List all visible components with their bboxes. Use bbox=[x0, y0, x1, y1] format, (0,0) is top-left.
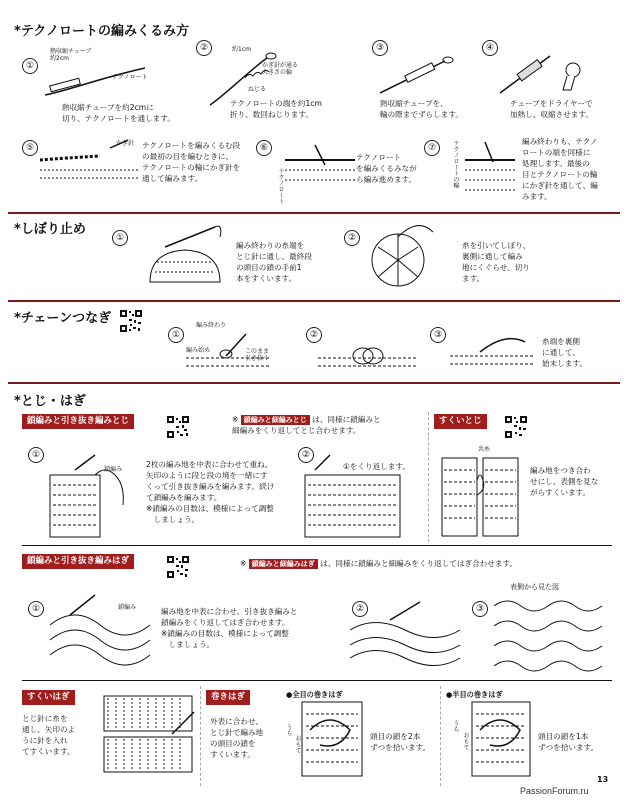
section-divider bbox=[8, 300, 620, 302]
step-number: ② bbox=[306, 327, 322, 343]
label-technorote: テクノロート bbox=[112, 74, 148, 81]
label-hook: かぎ針 bbox=[116, 140, 135, 147]
shibori-step2-text: 糸を引いてしぼり、 裏側に通して編み 地にくぐらせ、切り ます。 bbox=[462, 241, 531, 283]
label-loop: かぎ針が通る 大きさの輪 bbox=[262, 62, 299, 76]
maki-hagi-text: 外表に合わせ、 とじ針で編み地 の頭目の鎖を すくいます。 bbox=[210, 717, 264, 759]
step1-text: 熱収縮チューブを約2cmに 切り、テクノロートを通します。 bbox=[62, 103, 175, 123]
chain-illustration-1 bbox=[186, 330, 271, 375]
label-start: 編み始め bbox=[186, 347, 211, 354]
maki-half-text: 頭目の鎖を1本 ずつを拾います。 bbox=[538, 732, 599, 752]
section-title-chain: *チェーンつなぎ bbox=[14, 311, 112, 326]
sukui-toji-text: 編み地をつき合わ せにし、表側を見な がらすくいます。 bbox=[530, 466, 599, 497]
step-number: ⑥ bbox=[256, 140, 272, 156]
chain-illustration-2 bbox=[318, 338, 418, 373]
step-number: ② bbox=[298, 447, 314, 463]
step3-text: 熱収縮チューブを、 輪の際までずらします。 bbox=[380, 99, 463, 119]
label-twist: ねじる bbox=[248, 86, 267, 93]
crochet-illustration-5 bbox=[40, 138, 140, 183]
sukui-toji-illustration bbox=[440, 450, 520, 538]
chain-illustration-3 bbox=[450, 330, 535, 370]
label-chain-hagi: 鎖編み bbox=[118, 604, 137, 611]
section-title-toji-hagi: *とじ・はぎ bbox=[14, 394, 86, 409]
tag-sukui-hagi: すくいはぎ bbox=[22, 690, 75, 705]
step4-text: チューブをドライヤーで 加熱し、収縮させます。 bbox=[510, 99, 593, 119]
qr-code[interactable] bbox=[505, 416, 527, 438]
hagi-illustration-2 bbox=[350, 600, 460, 668]
step-number: ③ bbox=[472, 601, 488, 617]
crochet-illustration-7 bbox=[465, 140, 515, 195]
tag-chain-slip-toji: 鎖編みと引き抜き編みとじ bbox=[22, 414, 134, 429]
step-number: ② bbox=[196, 40, 212, 56]
maki-full-illustration bbox=[300, 700, 366, 778]
crochet-illustration-6 bbox=[285, 140, 355, 190]
label-ura-half: うら bbox=[452, 720, 459, 732]
maki-half-illustration bbox=[470, 700, 534, 778]
toji-step2-text: ①をくり返します。 bbox=[343, 462, 410, 471]
label-end: 編み終わり bbox=[196, 322, 227, 329]
maki-full-text: 頭目の鎖を2本 ずつを拾います。 bbox=[370, 732, 431, 752]
section-divider bbox=[8, 382, 620, 384]
qr-code[interactable] bbox=[167, 416, 189, 438]
tube-illustration bbox=[40, 60, 150, 100]
step-number: ① bbox=[22, 58, 38, 74]
hagi-illustration-3 bbox=[494, 596, 602, 674]
sukui-hagi-illustration bbox=[102, 694, 194, 774]
step-number: ① bbox=[168, 327, 184, 343]
label-technorote-6: テクノロート bbox=[277, 168, 284, 204]
hagi-note: ※ 鎖編みと細編みはぎ は、同様に鎖編みと細編みをくり返してはぎ合わせます。 bbox=[240, 559, 518, 568]
label-1cm: 約1cm bbox=[232, 46, 251, 53]
step6-text: テクノロート を編みくるみなが ら編み進めます。 bbox=[356, 153, 417, 184]
caption-front-view: 表側から見た図 bbox=[510, 583, 559, 591]
section-title-shibori: *しぼり止め bbox=[14, 222, 86, 237]
step-number: ④ bbox=[482, 40, 498, 56]
step-number: ① bbox=[112, 230, 128, 246]
chain-step3-text: 糸端を裏側 に通して、 始末します。 bbox=[542, 337, 587, 368]
shibori-step1-text: 編み終わりの糸端を とじ針に通し、最終段 の頭目の鎖の手前1 本をすくいます。 bbox=[236, 241, 312, 283]
label-chain: 鎖編み bbox=[104, 466, 123, 473]
section-divider bbox=[8, 212, 620, 214]
step-number: ② bbox=[352, 601, 368, 617]
step-number: ② bbox=[344, 230, 360, 246]
section-title-technorote: *テクノロートの編みくるみ方 bbox=[14, 24, 190, 39]
toji-note: ※ 鎖編みと細編みとじ は、同様に鎖編みと 細編みをくり返してとじ合わせます。 bbox=[232, 415, 381, 435]
sukui-hagi-text: とじ針に糸を 通し、矢印のよ うに針を入れ てすくいます。 bbox=[22, 714, 76, 756]
toji-illustration-1 bbox=[45, 455, 135, 540]
dryer-illustration bbox=[495, 48, 595, 98]
page-number: 13 bbox=[597, 775, 609, 784]
label-pull: このまま bbox=[245, 348, 270, 355]
tube-slide-illustration bbox=[375, 55, 455, 95]
tag-sukui-toji: すくいとじ bbox=[434, 414, 487, 429]
tag-maki-hagi: 巻きはぎ bbox=[206, 690, 250, 705]
step-number: ⑦ bbox=[424, 140, 440, 156]
shibori-illustration-2 bbox=[368, 222, 438, 292]
hagi-illustration-1 bbox=[50, 595, 150, 670]
step-number: ③ bbox=[372, 40, 388, 56]
tag-chain-slip-hagi: 鎖編みと引き抜き編みはぎ bbox=[22, 554, 134, 569]
toji-step1-text: 2枚の編み地を中表に合わせて重ね、 矢印のように段と段の境を一緒にす くって引き抜き編みを編みます。続け て鎖編みを編みます。 ※鎖編みの目数は、模様によって調整 しましょう。 bbox=[146, 460, 275, 524]
label-tube: 熱収縮チューブ 約2cm bbox=[50, 48, 92, 62]
step-number: ① bbox=[28, 447, 44, 463]
qr-code[interactable] bbox=[167, 556, 189, 578]
label-kyoito: 共糸 bbox=[478, 446, 491, 453]
label-omote-half: おもて bbox=[462, 732, 469, 750]
step2-text: テクノロートの端を約1cm 折り、数回ねじります。 bbox=[230, 99, 322, 119]
label-omote: おもて bbox=[294, 735, 301, 753]
step-number: ① bbox=[28, 601, 44, 617]
maki-half-title: ●半目の巻きはぎ bbox=[446, 690, 503, 699]
maki-full-title: ●全目の巻きはぎ bbox=[286, 690, 343, 699]
hagi-step1-text: 編み地を中表に合わせ、引き抜き編みと 鎖編みをくり返してはぎ合わせます。 ※鎖編みの目数は、模様によって調整 しましょう。 bbox=[161, 607, 298, 649]
shibori-illustration-1 bbox=[145, 222, 225, 292]
site-watermark: PassionForum.ru bbox=[520, 786, 589, 796]
label-ura: うら bbox=[285, 724, 292, 736]
step7-text: 編み終わりも、テクノ ロートの端を同様に 処理します。最後の 目とテクノロートの輪 にかぎ針を通して、編 みます。 bbox=[522, 137, 598, 201]
step-number: ③ bbox=[430, 327, 446, 343]
step-number: ⑤ bbox=[22, 140, 38, 156]
label-loop-7: テクノロートの輪 bbox=[452, 140, 459, 188]
step5-text: テクノロートを編みくるむ段 の最初の目を編むときに、 テクノロートの輪にかぎ針を 通して編みます。 bbox=[142, 141, 241, 183]
qr-code[interactable] bbox=[120, 310, 142, 332]
